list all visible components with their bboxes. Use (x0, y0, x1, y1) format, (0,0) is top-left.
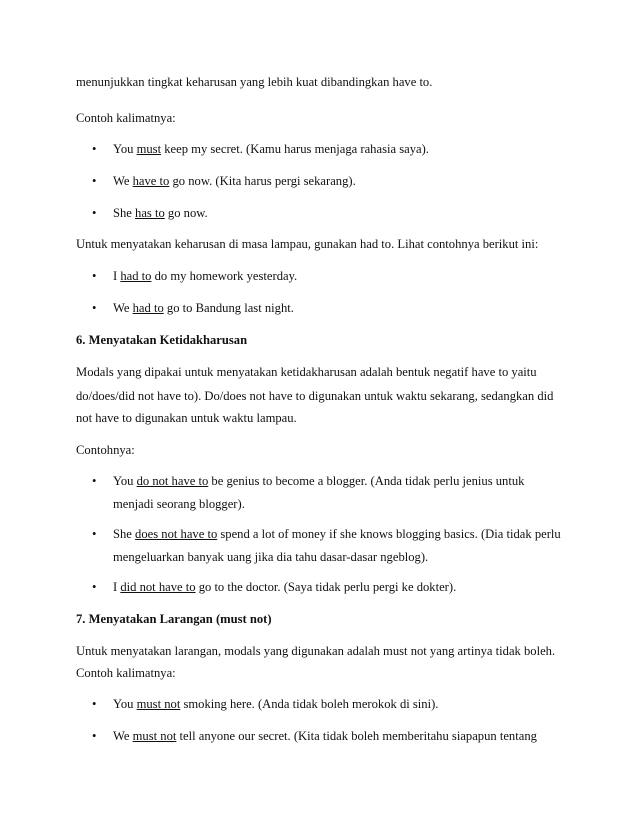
list-item: You must not smoking here. (Anda tidak boleh merokok di sini). (113, 697, 439, 711)
bullet-icon: • (92, 729, 97, 743)
bullet-icon: • (92, 474, 97, 488)
list-item-continuation: mengeluarkan banyak uang jika dia tahu dasar-dasar ngeblog). (113, 550, 429, 564)
bullet-icon: • (92, 269, 97, 283)
bullet-icon: • (92, 527, 97, 541)
bullet-icon: • (92, 206, 97, 220)
section-heading-6: 6. Menyatakan Ketidakharusan (76, 333, 248, 347)
paragraph-line: Modals yang dipakai untuk menyatakan ketidakharusan adalah bentuk negatif have to yaitu (76, 365, 537, 379)
bullet-icon: • (92, 142, 97, 156)
list-item: We had to go to Bandung last night. (113, 301, 294, 315)
bullet-icon: • (92, 697, 97, 711)
contohnya-label: Contohnya: (76, 443, 135, 457)
list-item-continuation: menjadi seorang blogger). (113, 497, 245, 511)
contoh-label: Contoh kalimatnya: (76, 111, 176, 125)
list-item: We must not tell anyone our secret. (Kita tidak boleh memberitahu siapapun tentang (113, 729, 537, 743)
list-item: I had to do my homework yesterday. (113, 269, 298, 283)
list-item: She does not have to spend a lot of money if she knows blogging basics. (Dia tidak perlu (113, 527, 561, 541)
list-item: I did not have to go to the doctor. (Saya tidak perlu pergi ke dokter). (113, 580, 457, 594)
paragraph-line: Contoh kalimatnya: (76, 666, 176, 680)
section-heading-7: 7. Menyatakan Larangan (must not) (76, 612, 272, 626)
past-intro-line: Untuk menyatakan keharusan di masa lampau, gunakan had to. Lihat contohnya berikut ini: (76, 237, 539, 251)
bullet-icon: • (92, 580, 97, 594)
paragraph-line: Untuk menyatakan larangan, modals yang digunakan adalah must not yang artinya tidak boleh. (76, 644, 556, 658)
paragraph-line: not have to digunakan untuk waktu lampau. (76, 411, 297, 425)
bullet-icon: • (92, 301, 97, 315)
list-item: You must keep my secret. (Kamu harus menjaga rahasia saya). (113, 142, 429, 156)
list-item: You do not have to be genius to become a blogger. (Anda tidak perlu jenius untuk (113, 474, 525, 488)
list-item: She has to go now. (113, 206, 208, 220)
paragraph-line: do/does/did not have to). Do/does not have to digunakan untuk waktu sekarang, sedangkan did (76, 389, 554, 403)
intro-line: menunjukkan tingkat keharusan yang lebih kuat dibandingkan have to. (76, 75, 433, 89)
bullet-icon: • (92, 174, 97, 188)
list-item: We have to go now. (Kita harus pergi sekarang). (113, 174, 356, 188)
